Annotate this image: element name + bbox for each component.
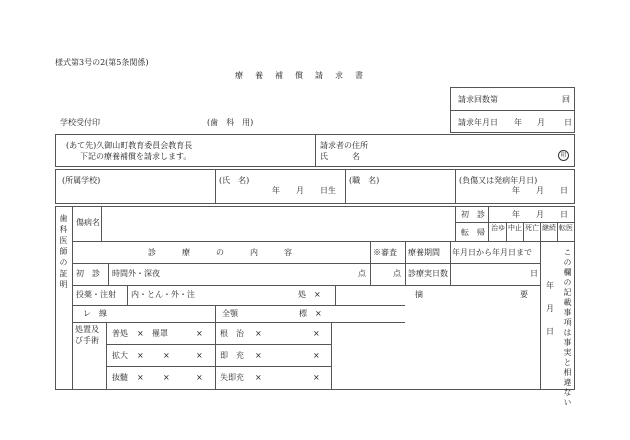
treatment-r2-e: 即 充 — [220, 351, 244, 360]
injection-value: 内・とん・外・注 — [131, 290, 195, 299]
claim-count-unit: 回 — [562, 95, 570, 104]
outcome-transferred: 転医 — [559, 224, 573, 232]
injection-label: 投薬・注射 — [76, 290, 116, 299]
claimant-address-label: 請求者の住所 — [320, 141, 368, 150]
claim-sentence: 下記の療養補償を請求します。 — [80, 152, 192, 161]
treatment-r3-f: × — [255, 373, 262, 382]
treatment-r3-e: 失即充 — [220, 373, 244, 382]
first-row-value: 時間外・深夜 — [112, 269, 160, 278]
treatment-label: 処置及び手術 — [75, 325, 99, 345]
treatment-r2-c: × — [163, 351, 170, 360]
injection-tail: 処 × — [298, 290, 321, 299]
first-row-points: 点 — [358, 269, 366, 278]
first-row-label: 初 診 — [76, 269, 100, 278]
xray-value: 全顎 — [222, 309, 238, 318]
treatment-r2-d: × — [196, 351, 203, 360]
treatment-r1-a: 普処 — [112, 329, 128, 338]
treatment-r2-b: × — [137, 351, 144, 360]
school-receipt-stamp-label: 学校受付印 — [60, 118, 100, 127]
days-label: 診療実日数 — [408, 269, 448, 278]
disease-label: 傷病名 — [76, 218, 100, 227]
review-label: ※審査 — [373, 248, 397, 257]
claim-date-day: 日 — [564, 118, 572, 127]
period-label: 療養期間 — [408, 248, 440, 257]
certification-note: この欄の記載事項は事実と相違ない — [563, 248, 572, 408]
xray-tail: 標 × — [299, 309, 322, 318]
injury-date-label: (負傷又は発病年月日) — [459, 176, 538, 185]
summary-tail: 要 — [520, 290, 528, 299]
summary-label: 摘 — [415, 290, 423, 299]
treatment-r3-b: × — [137, 373, 144, 382]
outcome-continuing: 継続 — [542, 224, 556, 232]
claimant-name-label: 氏 名 — [320, 152, 360, 161]
treatment-r1-g: × — [313, 329, 320, 338]
claim-count-label: 請求回数第 — [458, 95, 498, 104]
form-title: 療養補償請求書 — [235, 71, 375, 80]
first-row-points-2: 点 — [393, 269, 401, 278]
seal-mark: 印 — [558, 150, 569, 161]
side-month: 月 — [546, 304, 554, 313]
injury-date: 年 月 日 — [512, 186, 568, 195]
treatment-r3-g: × — [313, 373, 320, 382]
first-visit-date: 年 月 日 — [512, 210, 568, 219]
treatment-r3-d: × — [196, 373, 203, 382]
occupation-label: (職 名) — [349, 176, 380, 185]
outcome-stopped: 中止 — [508, 224, 522, 232]
birth-date: 年 月 日生 — [272, 186, 336, 195]
treatment-r1-d: × — [196, 329, 203, 338]
outcome-cured: 治ゆ — [491, 224, 505, 232]
claim-date-label: 請求年月日 — [458, 118, 498, 127]
outcome-died: 死亡 — [525, 224, 539, 232]
treatment-r2-g: × — [313, 351, 320, 360]
treatment-r1-b: × — [137, 329, 144, 338]
treatment-r1-e: 根 治 — [220, 329, 244, 338]
treatment-r1-c: 罹罩 — [152, 329, 168, 338]
claim-date-year: 年 — [514, 118, 522, 127]
dental-use-label: (歯 科 用) — [207, 118, 254, 127]
school-label: (所属学校) — [62, 176, 101, 185]
treatment-r2-a: 拡大 — [112, 351, 128, 360]
addressee: (あて先)久御山町教育委員会教育長 — [66, 141, 193, 150]
person-name-label: (氏 名) — [219, 176, 250, 185]
claim-date-month: 月 — [537, 118, 545, 127]
treatment-r3-a: 抜髄 — [112, 373, 128, 382]
content-header: 診 療 の 内 容 — [148, 248, 301, 257]
side-year: 年 — [546, 281, 554, 290]
xray-label: レ 線 — [83, 309, 107, 318]
outcome-label: 転 帰 — [461, 228, 485, 237]
days-unit: 日 — [530, 269, 538, 278]
period-value: 年月日から年月日まで — [452, 248, 532, 257]
treatment-r2-f: × — [255, 351, 262, 360]
side-day: 日 — [546, 327, 554, 336]
certificate-label: 歯科医師の証明 — [59, 214, 68, 291]
form-id: 様式第3号の2(第5条関係) — [55, 58, 149, 67]
treatment-r1-f: × — [255, 329, 262, 338]
treatment-r3-c: × — [163, 373, 170, 382]
first-visit-label: 初 診 — [461, 210, 485, 219]
